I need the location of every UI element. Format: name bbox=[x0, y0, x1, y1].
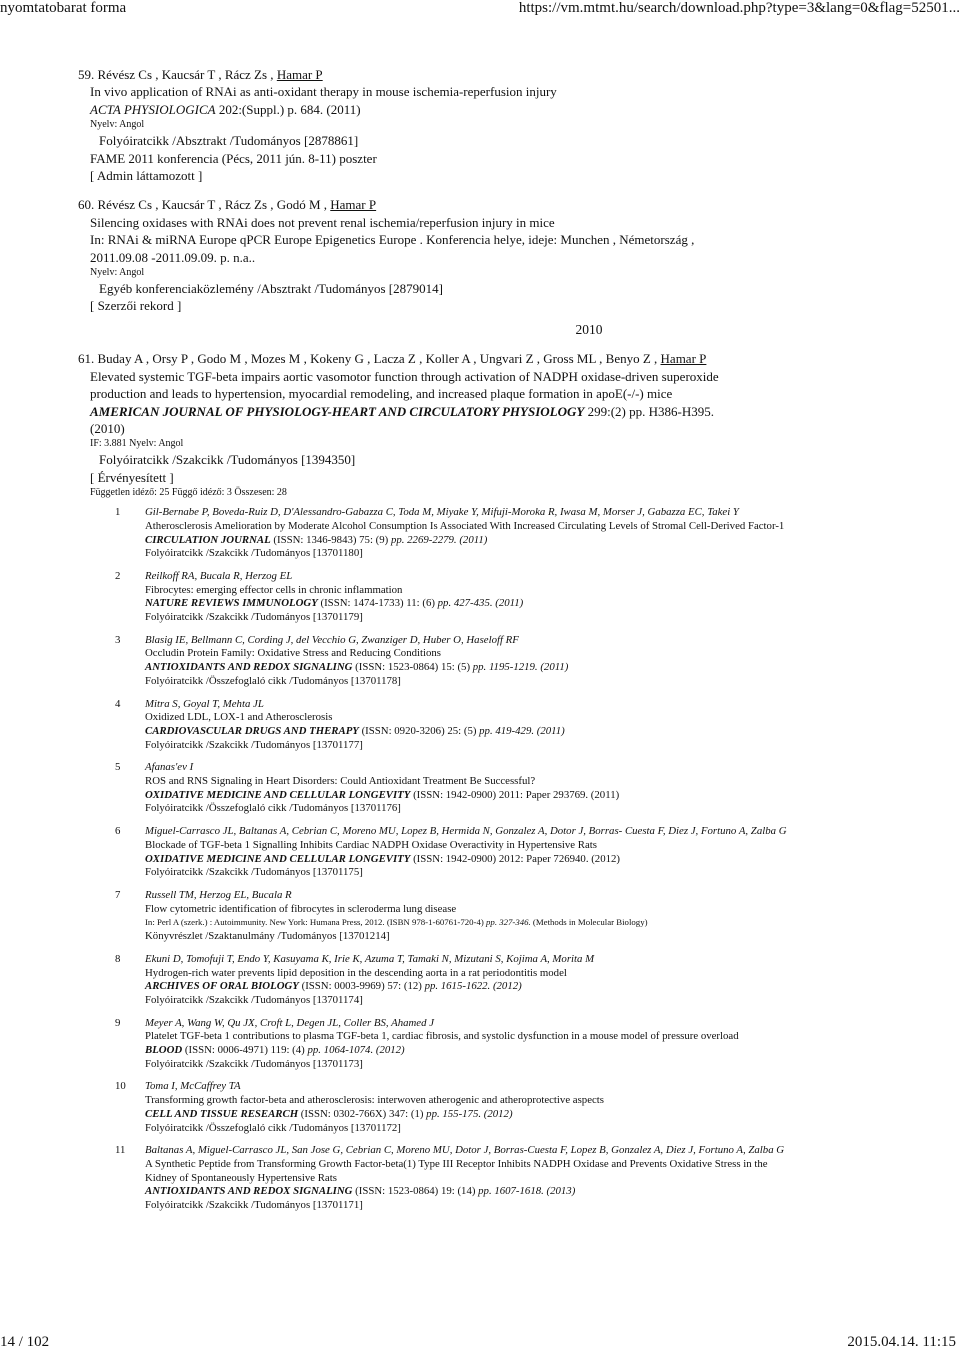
citation-pages: pp. 1607-1618. (2013) bbox=[478, 1185, 576, 1198]
citation-type: Folyóiratcikk /Szakcikk /Tudományos [13701174] bbox=[145, 993, 363, 1006]
publication-entry-60 bbox=[78, 196, 800, 314]
citation-source: In: Perl A (szerk.) : Autoimmunity. New York: Humana Press, 2012. (ISBN 978-1-60761-720-4) bbox=[145, 917, 487, 928]
citation-journal: ANTIOXIDANTS AND REDOX SIGNALING bbox=[145, 661, 353, 674]
citation-number: 2 bbox=[115, 569, 121, 582]
print-datetime: 2015.04.14. 11:15 bbox=[847, 1334, 956, 1350]
citation-source: (ISSN: 1942-0900) 2012: Paper 726940. (2012) bbox=[410, 852, 620, 865]
citation-source: (ISSN: 0006-4971) 119: (4) bbox=[182, 1044, 308, 1057]
entry-title-line1: Elevated systemic TGF-beta impairs aortic vasomotor function through activation of NADPH oxidase-driven superoxide bbox=[90, 368, 719, 384]
entry-language: Nyelv: Angol bbox=[90, 119, 145, 131]
citation-title: Oxidized LDL, LOX-1 and Atherosclerosis bbox=[145, 711, 333, 724]
citation-pages: pp. 2269-2279. (2011) bbox=[390, 533, 488, 546]
entry-title-line2: production and leads to hypertension, myocardial remodeling, and increased plaque formation in apoE(-/-) mice bbox=[90, 386, 673, 402]
citation-list bbox=[78, 506, 800, 1213]
citation-title: Platelet TGF-beta 1 contributions to plasma TGF-beta 1, cardiac fibrosis, and systolic dysfunction in a mouse model of pressure overload bbox=[145, 1030, 739, 1043]
entry-source-dates: 2011.09.08 -2011.09.09. p. n.a.. bbox=[90, 249, 256, 265]
citation-journal: NATURE REVIEWS IMMUNOLOGY bbox=[145, 597, 318, 610]
citation-title: Fibrocytes: emerging effector cells in chronic inflammation bbox=[145, 583, 403, 596]
citation-item bbox=[78, 506, 800, 561]
citation-source: (ISSN: 1346-9843) 75: (9) bbox=[270, 533, 391, 546]
citation-authors: Meyer A, Wang W, Qu JX, Croft L, Degen JL, Coller BS, Ahamed J bbox=[145, 1016, 434, 1029]
citation-number: 5 bbox=[115, 761, 121, 774]
citation-source: (ISSN: 1474-1733) 11: (6) bbox=[317, 597, 438, 610]
entry-authors: Buday A , Orsy P , Godo M , Mozes M , Kokeny G , Lacza Z , Koller A , Ungvari Z , Gross ML , Benyo Z , bbox=[97, 351, 661, 367]
citation-title: A Synthetic Peptide from Transforming Growth Factor-beta(1) Type III Receptor Inhibits NADPH Oxidase and Prevents Oxidative Stress in the Kidney of Spontaneously Hypertensive Rats bbox=[145, 1157, 768, 1184]
year-heading: 2010 bbox=[575, 321, 603, 337]
citation-number: 9 bbox=[115, 1016, 121, 1029]
citation-authors: Russell TM, Herzog EL, Bucala R bbox=[145, 889, 292, 901]
citation-pages: pp. 155-175. (2012) bbox=[426, 1107, 513, 1120]
citation-counts: Független idéző: 25 Függő idéző: 3 Összesen: 28 bbox=[90, 487, 287, 499]
entry-status: [ Szerzői rekord ] bbox=[90, 298, 182, 314]
citation-type: Folyóiratcikk /Összefoglaló cikk /Tudományos [13701176] bbox=[145, 802, 401, 815]
entry-impact-language: IF: 3.881 Nyelv: Angol bbox=[90, 438, 184, 450]
author-link[interactable]: Hamar P bbox=[276, 67, 323, 82]
citation-title: Transforming growth factor-beta and atherosclerosis: interwoven atherogenic and atheroprotective aspects bbox=[145, 1094, 604, 1107]
citation-title: ROS and RNS Signaling in Heart Disorders: Could Antioxidant Treatment Be Successful? bbox=[145, 775, 536, 788]
entry-journal: ACTA PHYSIOLOGICA bbox=[90, 101, 216, 117]
citation-journal: CARDIOVASCULAR DRUGS AND THERAPY bbox=[145, 724, 359, 737]
citation-journal: OXIDATIVE MEDICINE AND CELLULAR LONGEVITY bbox=[145, 788, 411, 801]
entry-title: Silencing oxidases with RNAi does not prevent renal ischemia/reperfusion injury in mice bbox=[90, 214, 555, 230]
citation-item bbox=[78, 1017, 800, 1072]
citation-number: 11 bbox=[115, 1144, 126, 1157]
citation-pages: pp. 1064-1074. (2012) bbox=[307, 1044, 405, 1057]
citation-number: 4 bbox=[115, 697, 121, 710]
citation-source: (ISSN: 0003-9969) 57: (12) bbox=[298, 980, 425, 993]
entry-authors: Révész Cs , Kaucsár T , Rácz Zs , Godó M , bbox=[97, 197, 331, 213]
citation-authors: Mitra S, Goyal T, Mehta JL bbox=[145, 697, 264, 710]
publication-list bbox=[78, 66, 800, 1222]
header-title: nyomtatobarat forma bbox=[0, 0, 127, 16]
print-footer bbox=[0, 1331, 960, 1353]
entry-conference: FAME 2011 konferencia (Pécs, 2011 jún. 8-11) poszter bbox=[90, 150, 377, 166]
citation-number: 8 bbox=[115, 952, 121, 965]
entry-number: 61. bbox=[78, 351, 95, 367]
citation-authors: Gil-Bernabe P, Boveda-Ruiz D, D'Alessandro-Gabazza C, Toda M, Miyake Y, Mifuji-Moroka R, Iwasa M, Morser J, Gabazza EC, Takei Y bbox=[145, 506, 739, 519]
header-url: https://vm.mtmt.hu/search/download.php?type=3&lang=0&flag=52501... bbox=[518, 0, 960, 16]
citation-number: 7 bbox=[115, 889, 121, 901]
citation-item bbox=[78, 761, 800, 816]
entry-status: [ Admin láttamozott ] bbox=[90, 168, 203, 184]
citation-authors: Blasig IE, Bellmann C, Cording J, del Vecchio G, Zwanziger D, Huber O, Haseloff RF bbox=[145, 633, 519, 646]
citation-pages: pp. 1195-1219. (2011) bbox=[472, 661, 569, 674]
citation-number: 6 bbox=[115, 825, 121, 838]
author-link[interactable]: Hamar P bbox=[660, 351, 707, 367]
entry-title: In vivo application of RNAi as anti-oxidant therapy in mouse ischemia-reperfusion injury bbox=[90, 84, 557, 100]
citation-type: Folyóiratcikk /Szakcikk /Tudományos [13701171] bbox=[145, 1199, 363, 1212]
citation-journal: OXIDATIVE MEDICINE AND CELLULAR LONGEVITY bbox=[145, 852, 411, 865]
citation-pages: pp. 427-435. (2011) bbox=[437, 597, 524, 610]
citation-item bbox=[78, 825, 800, 880]
entry-journal-details: 202:(Suppl.) p. 684. (2011) bbox=[215, 101, 361, 117]
citation-source: (ISSN: 1523-0864) 19: (14) bbox=[352, 1185, 479, 1198]
entry-number: 59. bbox=[78, 67, 95, 82]
citation-authors: Baltanas A, Miguel-Carrasco JL, San Jose G, Cebrian C, Moreno MU, Dotor J, Borras-Cuesta F, Lopez B, Gonzalez A, Diez J, Fortuno A, Zalba G bbox=[145, 1144, 785, 1157]
citation-item bbox=[78, 953, 800, 1008]
citation-type: Folyóiratcikk /Szakcikk /Tudományos [13701175] bbox=[145, 866, 363, 879]
entry-year: (2010) bbox=[90, 420, 125, 436]
citation-title: Flow cytometric identification of fibrocytes in scleroderma lung disease bbox=[145, 902, 457, 915]
citation-title: Hydrogen-rich water prevents lipid deposition in the descending aorta in a rat periodontitis model bbox=[145, 966, 567, 979]
citation-type: Könyvrészlet /Szaktanulmány /Tudományos [13701214] bbox=[145, 930, 390, 943]
citation-number: 1 bbox=[115, 506, 121, 519]
citation-type: Folyóiratcikk /Szakcikk /Tudományos [13701173] bbox=[145, 1057, 363, 1070]
citation-series: (Methods in Molecular Biology) bbox=[530, 917, 648, 928]
entry-language: Nyelv: Angol bbox=[90, 267, 145, 279]
citation-pages: pp. 327-346. bbox=[486, 917, 531, 928]
citation-title: Blockade of TGF-beta 1 Signalling Inhibits Cardiac NADPH Oxidase Overactivity in Hypertensive Rats bbox=[145, 838, 597, 851]
citation-item bbox=[78, 634, 800, 689]
citation-item bbox=[78, 570, 800, 625]
citation-source: (ISSN: 0920-3206) 25: (5) bbox=[358, 724, 480, 737]
entry-journal-details: 299:(2) pp. H386-H395. bbox=[584, 403, 714, 419]
citation-source: (ISSN: 1523-0864) 15: (5) bbox=[352, 661, 473, 674]
citation-pages: pp. 419-429. (2011) bbox=[479, 724, 565, 737]
citation-title: Occludin Protein Family: Oxidative Stress and Reducing Conditions bbox=[145, 647, 441, 660]
publication-entry-61 bbox=[78, 350, 800, 1212]
citation-item bbox=[78, 1080, 800, 1135]
citation-source: (ISSN: 1942-0900) 2011: Paper 293769. (2011) bbox=[410, 788, 620, 801]
page-counter: 14 / 102 bbox=[0, 1334, 50, 1350]
citation-authors: Toma I, McCaffrey TA bbox=[145, 1080, 241, 1093]
entry-authors: Révész Cs , Kaucsár T , Rácz Zs , bbox=[97, 67, 277, 82]
entry-type: Folyóiratcikk /Absztrakt /Tudományos [2878861] bbox=[99, 133, 359, 149]
entry-journal: AMERICAN JOURNAL OF PHYSIOLOGY-HEART AND CIRCULATORY PHYSIOLOGY bbox=[90, 403, 585, 419]
entry-source: In: RNAi & miRNA Europe qPCR Europe Epigenetics Europe . Konferencia helye, ideje: Munchen , Németország , bbox=[90, 232, 695, 248]
citation-item bbox=[78, 698, 800, 753]
citation-item bbox=[78, 889, 800, 944]
citation-number: 3 bbox=[115, 633, 121, 646]
citation-type: Folyóiratcikk /Szakcikk /Tudományos [13701179] bbox=[145, 611, 363, 624]
citation-type: Folyóiratcikk /Szakcikk /Tudományos [13701180] bbox=[145, 547, 363, 560]
citation-number: 10 bbox=[115, 1080, 126, 1093]
entry-number: 60. bbox=[78, 197, 95, 213]
entry-status: [ Érvényesített ] bbox=[90, 469, 174, 485]
entry-type: Egyéb konferenciaközlemény /Absztrakt /Tudományos [2879014] bbox=[99, 281, 443, 297]
entry-type: Folyóiratcikk /Szakcikk /Tudományos [1394350] bbox=[99, 452, 356, 468]
citation-type: Folyóiratcikk /Összefoglaló cikk /Tudományos [13701178] bbox=[145, 674, 401, 687]
citation-item bbox=[78, 1144, 800, 1213]
citation-pages: pp. 1615-1622. (2012) bbox=[424, 980, 522, 993]
citation-authors: Reilkoff RA, Bucala R, Herzog EL bbox=[145, 569, 293, 582]
citation-journal: BLOOD bbox=[145, 1044, 183, 1057]
citation-title: Atherosclerosis Amelioration by Moderate Alcohol Consumption Is Associated With Increased Circulating Levels of Stromal Cell-Derived Factor-1 bbox=[145, 519, 785, 532]
citation-journal: ANTIOXIDANTS AND REDOX SIGNALING bbox=[145, 1185, 353, 1198]
citation-source: (ISSN: 0302-766X) 347: (1) bbox=[298, 1107, 427, 1120]
print-header bbox=[0, 0, 960, 22]
citation-authors: Afanas'ev I bbox=[145, 761, 194, 774]
publication-entry-59 bbox=[78, 66, 800, 184]
citation-journal: CELL AND TISSUE RESEARCH bbox=[145, 1107, 299, 1120]
citation-authors: Ekuni D, Tomofuji T, Endo Y, Kasuyama K, Irie K, Azuma T, Tamaki N, Mizutani S, Kojima A, Morita M bbox=[145, 952, 595, 965]
author-link[interactable]: Hamar P bbox=[330, 197, 377, 213]
citation-journal: CIRCULATION JOURNAL bbox=[145, 533, 271, 546]
citation-authors: Miguel-Carrasco JL, Baltanas A, Cebrian C, Moreno MU, Lopez B, Hermida N, Gonzalez A, Dotor J, Borras- Cuesta F, Diez J, Fortuno A, Zalba G bbox=[145, 825, 787, 838]
citation-journal: ARCHIVES OF ORAL BIOLOGY bbox=[145, 980, 299, 993]
citation-type: Folyóiratcikk /Szakcikk /Tudományos [13701177] bbox=[145, 738, 363, 751]
citation-type: Folyóiratcikk /Összefoglaló cikk /Tudományos [13701172] bbox=[145, 1121, 401, 1134]
